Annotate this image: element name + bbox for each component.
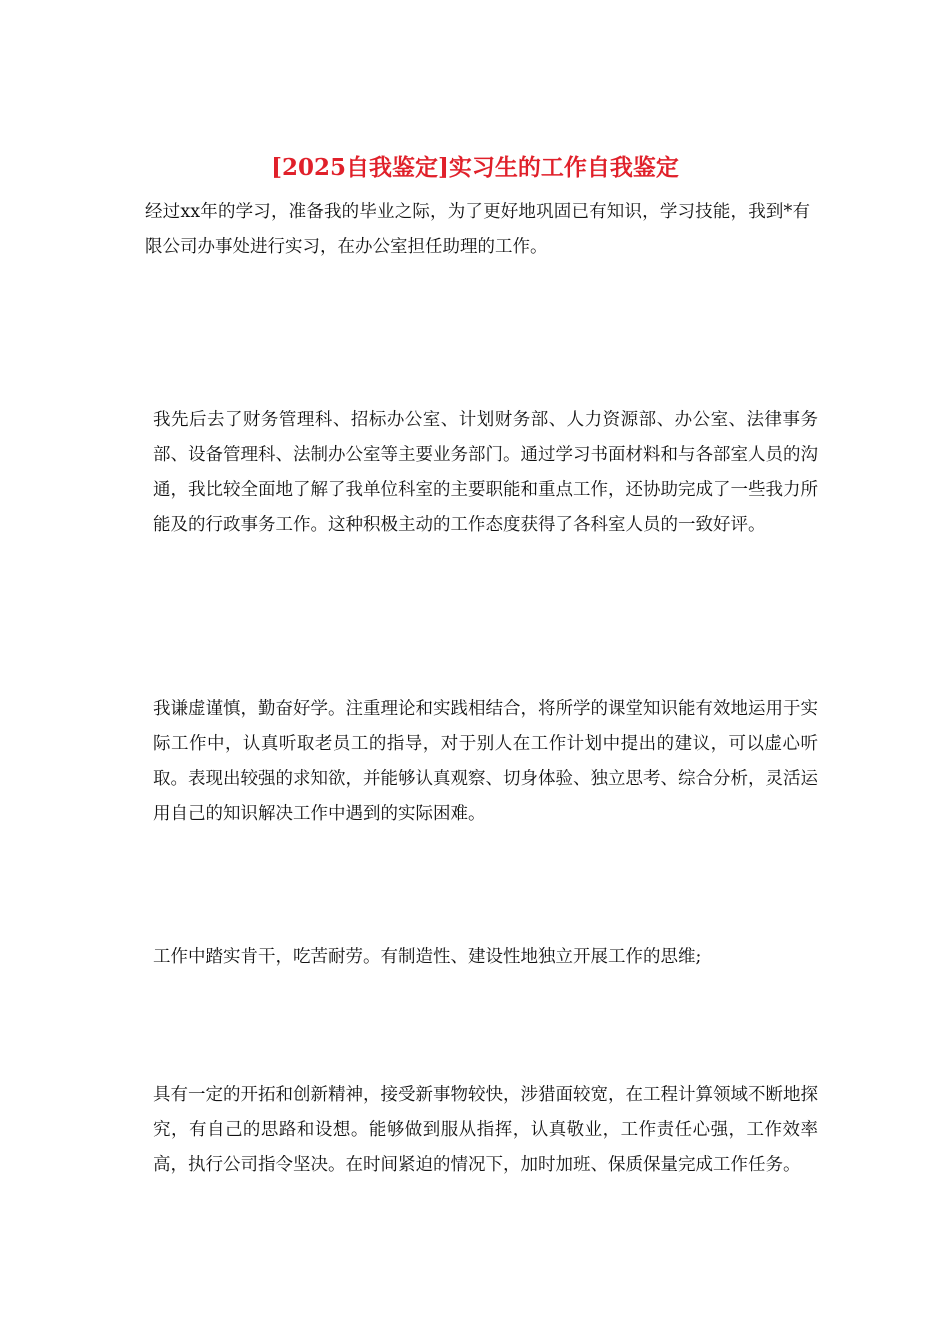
paragraph-departments: 我先后去了财务管理科、招标办公室、计划财务部、人力资源部、办公室、法律事务部、设备管理科、法制办公室等主要业务部门。通过学习书面材料和与各部室人员的沟通，我比较全面地了解了我单位科室的主要职能和重点工作，还协助完成了一些我力所能及的行政事务工作。这种积极主动的工作态度获得了各科室人员的一致好评。 — [153, 410, 818, 535]
paragraph-attitude: 我谦虚谨慎，勤奋好学。注重理论和实践相结合，将所学的课堂知识能有效地运用于实际工作中，认真听取老员工的指导，对于别人在工作计划中提出的建议，可以虚心听取。表现出较强的求知欲，并能够认真观察、切身体验、独立思考、综合分析，灵活运用自己的知识解决工作中遇到的实际困难。 — [153, 699, 818, 824]
paragraph-work-ethic: 工作中踏实肯干，吃苦耐劳。有制造性、建设性地独立开展工作的思维; — [153, 947, 702, 967]
paragraph-intro: 经过xx年的学习，准备我的毕业之际，为了更好地巩固已有知识，学习技能，我到*有限公司办事处进行实习，在办公室担任助理的工作。 — [145, 202, 810, 257]
document-title: [2025自我鉴定]实习生的工作自我鉴定 — [271, 154, 679, 181]
paragraph-innovation: 具有一定的开拓和创新精神，接受新事物较快，涉猎面较宽，在工程计算领域不断地探究，有自己的思路和设想。能够做到服从指挥，认真敬业，工作责任心强，工作效率高，执行公司指令坚决。在时间紧迫的情况下，加时加班、保质保量完成工作任务。 — [153, 1085, 818, 1175]
